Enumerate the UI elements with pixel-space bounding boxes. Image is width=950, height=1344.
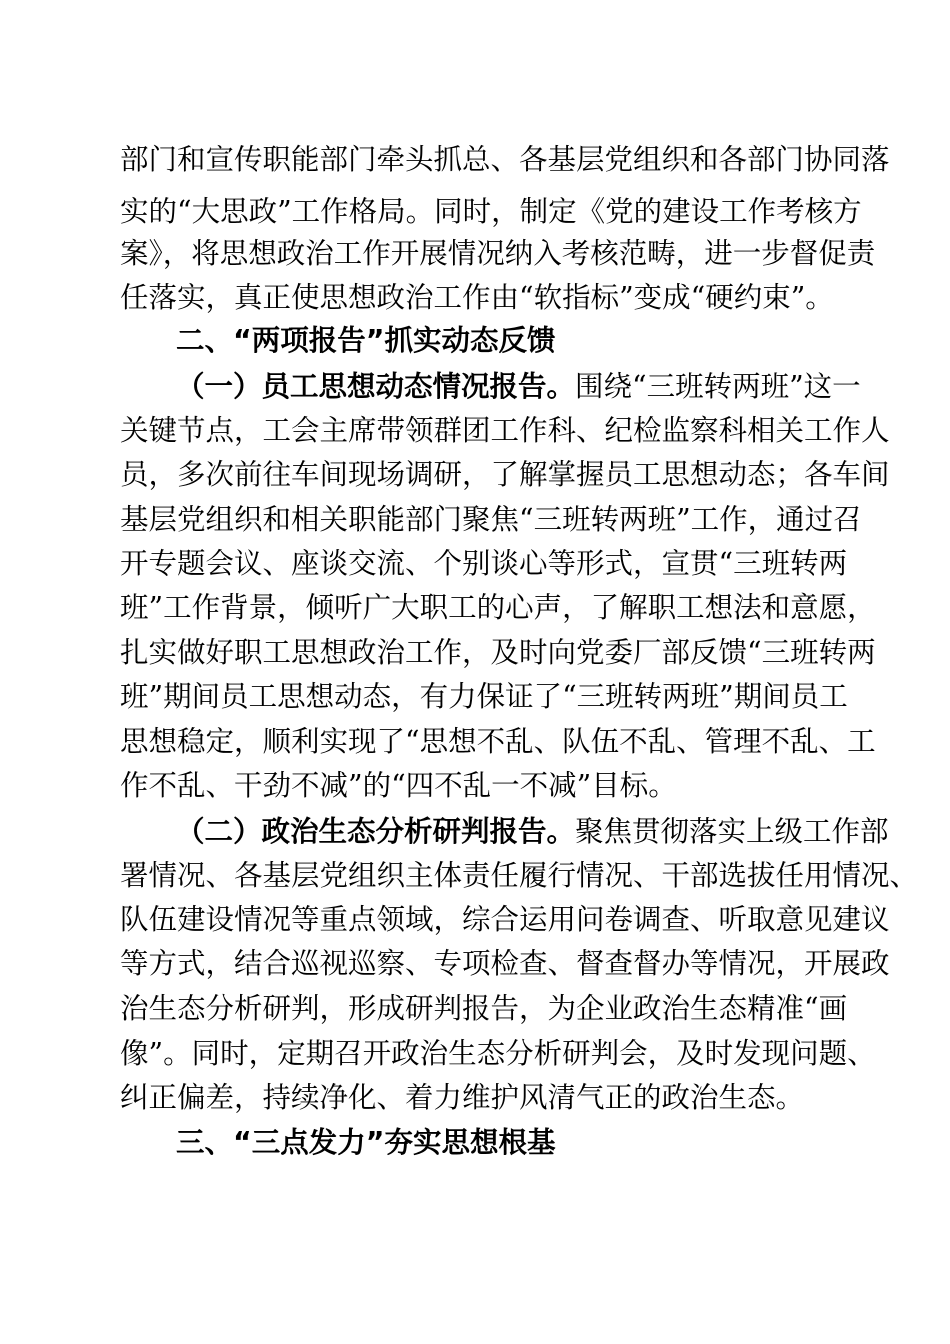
body-line: 纠正偏差，持续净化、着力维护风清气正的政治生态。	[120, 1081, 805, 1114]
body-line: 班”工作背景，倾听广大职工的心声，了解职工想法和意愿，	[120, 591, 876, 624]
subsection-first-line	[176, 811, 889, 852]
body-line: 开专题会议、座谈交流、个别谈心等形式，宣贯“三班转两	[120, 547, 848, 580]
subsection-title-1: （一）员工思想动态情况报告。	[176, 369, 576, 403]
subsection-text: 围绕“三班转两班”这一	[575, 370, 861, 403]
body-line: 思想稳定，顺利实现了“思想不乱、队伍不乱、管理不乱、工	[120, 725, 876, 758]
body-line: 案》，将思想政治工作开展情况纳入考核范畴，进一步督促责	[120, 237, 876, 270]
subsection-text: 聚焦贯彻落实上级工作部	[575, 815, 889, 848]
body-line: 部门和宣传职能部门牵头抓总、各基层党组织和各部门协同落	[120, 143, 890, 176]
section-heading-3: 三、“三点发力”夯实思想根基	[176, 1126, 556, 1159]
body-line: 实的“大思政”工作格局。同时，制定《党的建设工作考核方	[120, 195, 862, 228]
body-line: 治生态分析研判，形成研判报告，为企业政治生态精准“画	[120, 992, 848, 1025]
subsection-title-2: （二）政治生态分析研判报告。	[176, 814, 576, 848]
section-heading-2: 二、“两项报告”抓实动态反馈	[176, 324, 556, 357]
body-line: 作不乱、干劲不减”的“四不乱一不减”目标。	[120, 769, 677, 802]
body-line: 班”期间员工思想动态，有力保证了“三班转两班”期间员工	[120, 680, 848, 713]
body-line: 署情况、各基层党组织主体责任履行情况、干部选拔任用情况、	[120, 859, 919, 892]
body-line: 基层党组织和相关职能部门聚焦“三班转两班”工作，通过召	[120, 503, 862, 536]
body-line: 扎实做好职工思想政治工作，及时向党委厂部反馈“三班转两	[120, 636, 876, 669]
body-line: 等方式，结合巡视巡察、专项检查、督查督办等情况，开展政	[120, 947, 890, 980]
body-line: 像”。同时，定期召开政治生态分析研判会，及时发现问题、	[120, 1037, 876, 1070]
body-line: 员，多次前往车间现场调研，了解掌握员工思想动态；各车间	[120, 458, 890, 491]
body-line: 队伍建设情况等重点领域，综合运用问卷调查、听取意见建议	[120, 903, 890, 936]
subsection-first-line	[176, 366, 861, 407]
body-line: 任落实，真正使思想政治工作由“软指标”变成“硬约束”。	[120, 281, 834, 314]
body-line: 关键节点，工会主席带领群团工作科、纪检监察科相关工作人	[120, 414, 890, 447]
